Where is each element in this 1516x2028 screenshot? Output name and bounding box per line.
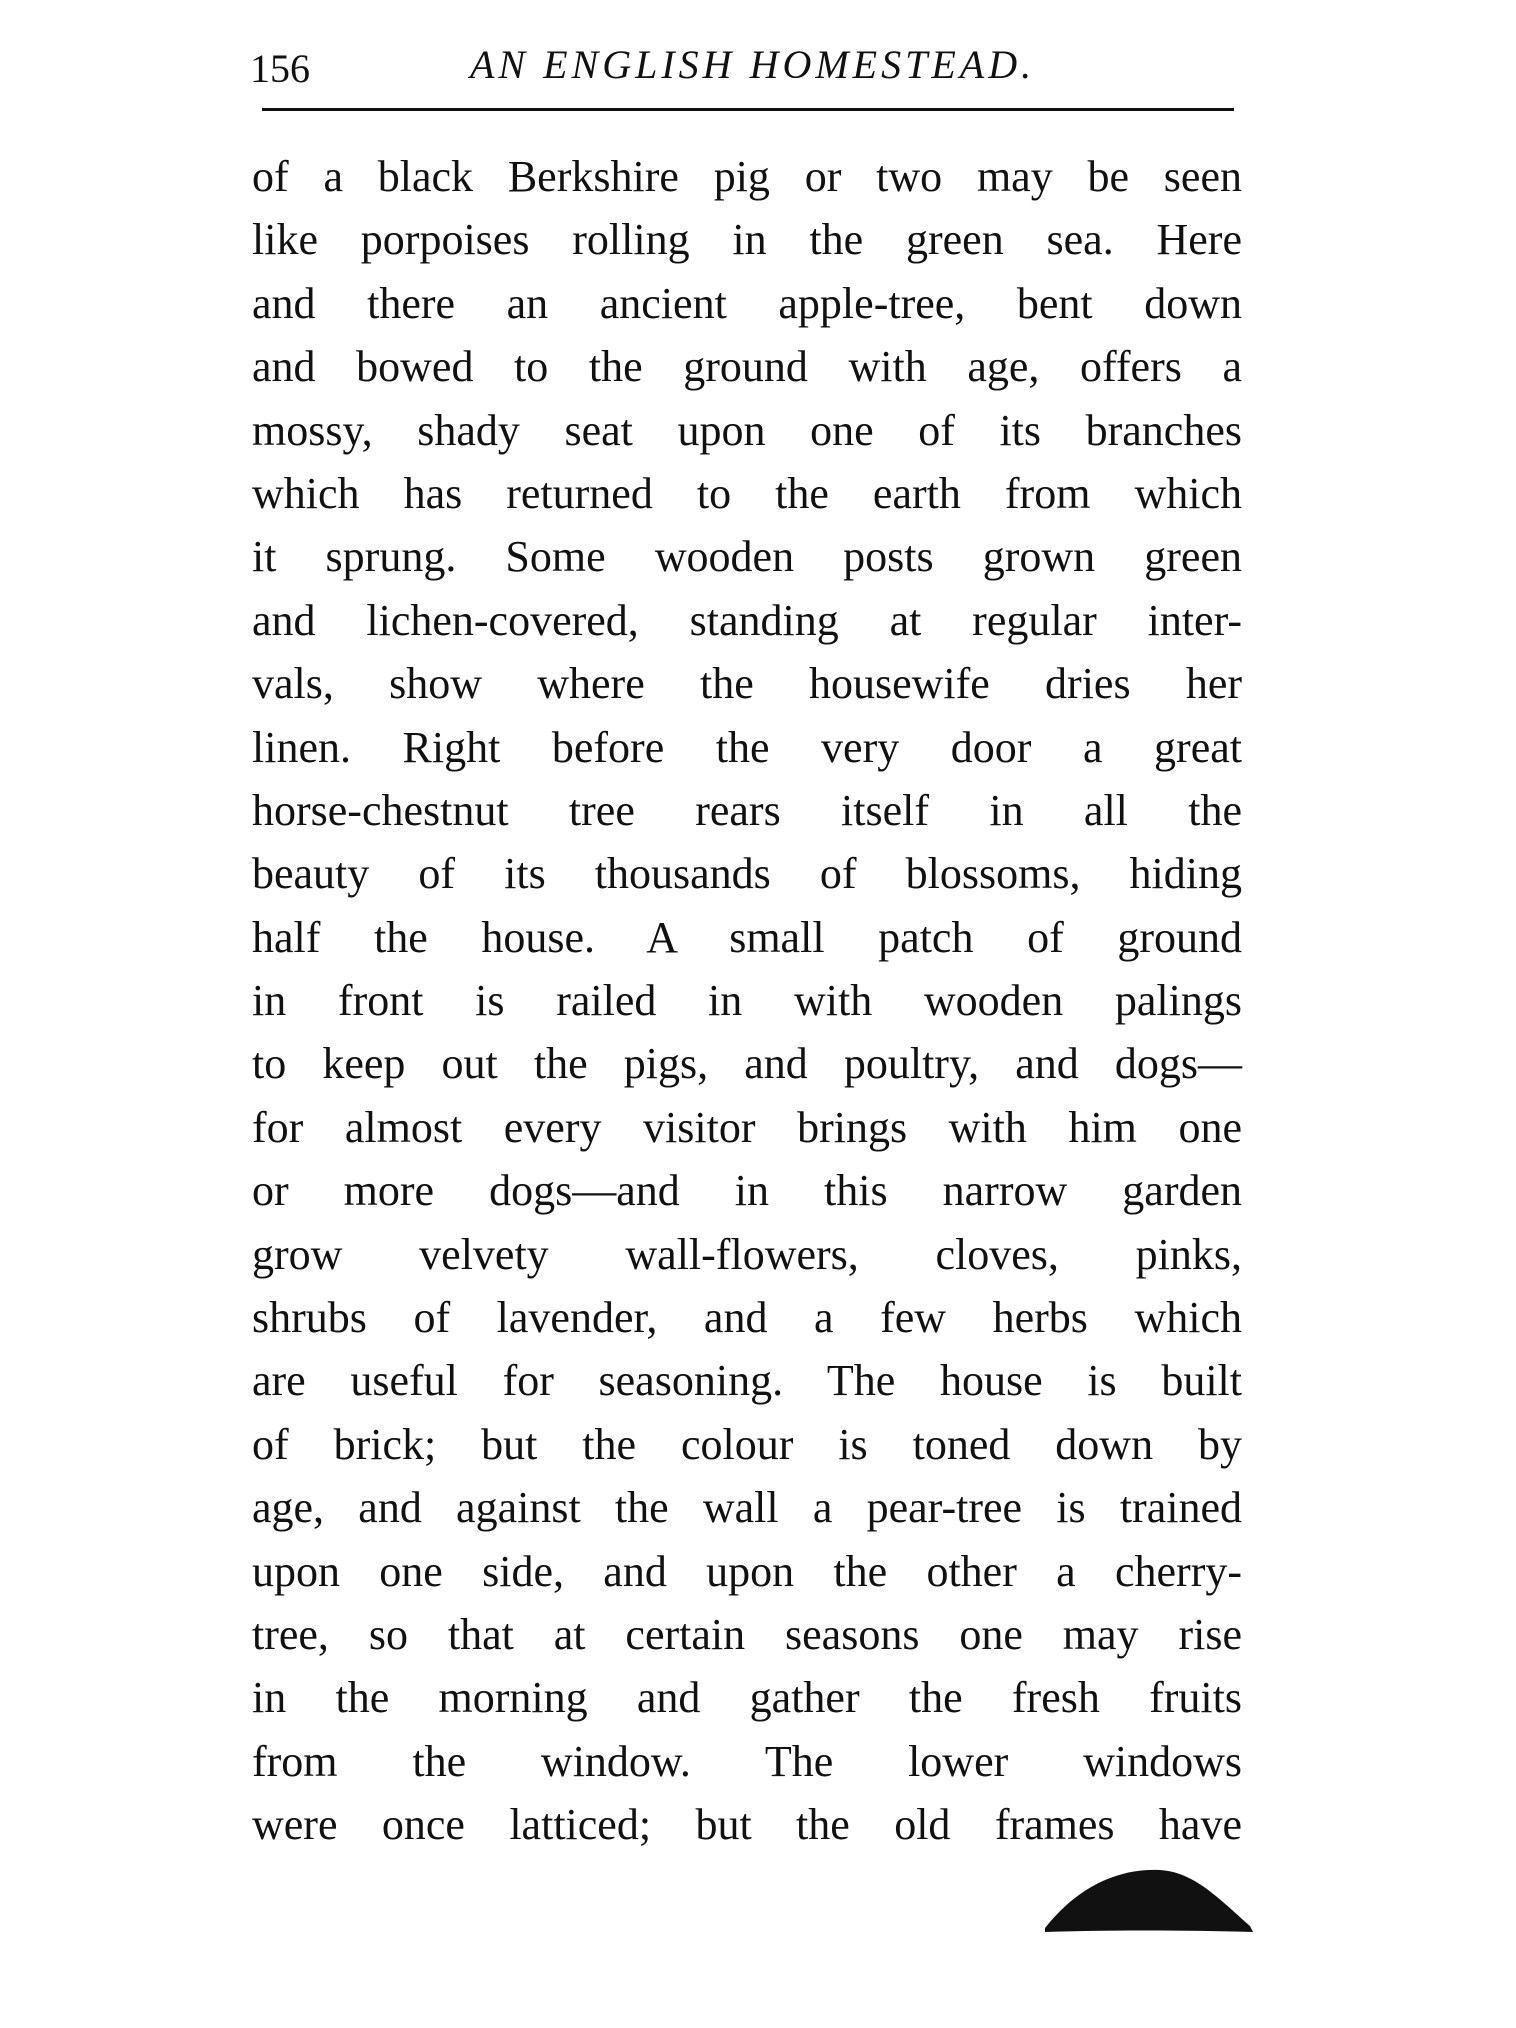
- text-line: shrubs of lavender, and a few herbs which: [252, 1293, 1242, 1343]
- text-line: in the morning and gather the fresh fruits: [252, 1673, 1242, 1723]
- running-head: [250, 30, 1250, 100]
- text-line: were once latticed; but the old frames have: [252, 1800, 1242, 1850]
- text-line: upon one side, and upon the other a cherry-: [252, 1546, 1242, 1596]
- ink-blot-mark: [1045, 1860, 1255, 1940]
- text-line: of a black Berkshire pig or two may be seen: [252, 152, 1242, 201]
- text-line: age, and against the wall a pear-tree is trained: [252, 1483, 1242, 1533]
- text-line: linen. Right before the very door a great: [252, 722, 1242, 772]
- text-line: and lichen-covered, standing at regular inter-: [252, 595, 1242, 645]
- running-title: AN ENGLISH HOMESTEAD.: [470, 42, 1036, 87]
- header-rule: [262, 108, 1234, 111]
- page-number: 156: [250, 46, 310, 91]
- text-line: from the window. The lower windows: [252, 1736, 1242, 1786]
- text-line: in front is railed in with wooden palings: [252, 976, 1242, 1026]
- text-line: it sprung. Some wooden posts grown green: [252, 532, 1242, 582]
- text-line: vals, show where the housewife dries her: [252, 659, 1242, 709]
- text-line: or more dogs—and in this narrow garden: [252, 1166, 1242, 1216]
- text-line: half the house. A small patch of ground: [252, 912, 1242, 962]
- text-line: and there an ancient apple-tree, bent down: [252, 278, 1242, 328]
- text-line: horse-chestnut tree rears itself in all the: [252, 785, 1242, 835]
- text-line: like porpoises rolling in the green sea. Here: [252, 215, 1242, 265]
- text-line: of brick; but the colour is toned down by: [252, 1419, 1242, 1469]
- body-text: [252, 145, 1242, 1857]
- text-line: to keep out the pigs, and poultry, and dogs—: [252, 1039, 1242, 1089]
- text-line: are useful for seasoning. The house is built: [252, 1356, 1242, 1406]
- text-line: mossy, shady seat upon one of its branches: [252, 405, 1242, 455]
- text-line: beauty of its thousands of blossoms, hiding: [252, 849, 1242, 899]
- text-line: and bowed to the ground with age, offers a: [252, 342, 1242, 392]
- text-line: tree, so that at certain seasons one may rise: [252, 1609, 1242, 1659]
- text-line: grow velvety wall-flowers, cloves, pinks,: [252, 1229, 1242, 1279]
- text-line: for almost every visitor brings with him one: [252, 1102, 1242, 1152]
- text-line: which has returned to the earth from which: [252, 468, 1242, 518]
